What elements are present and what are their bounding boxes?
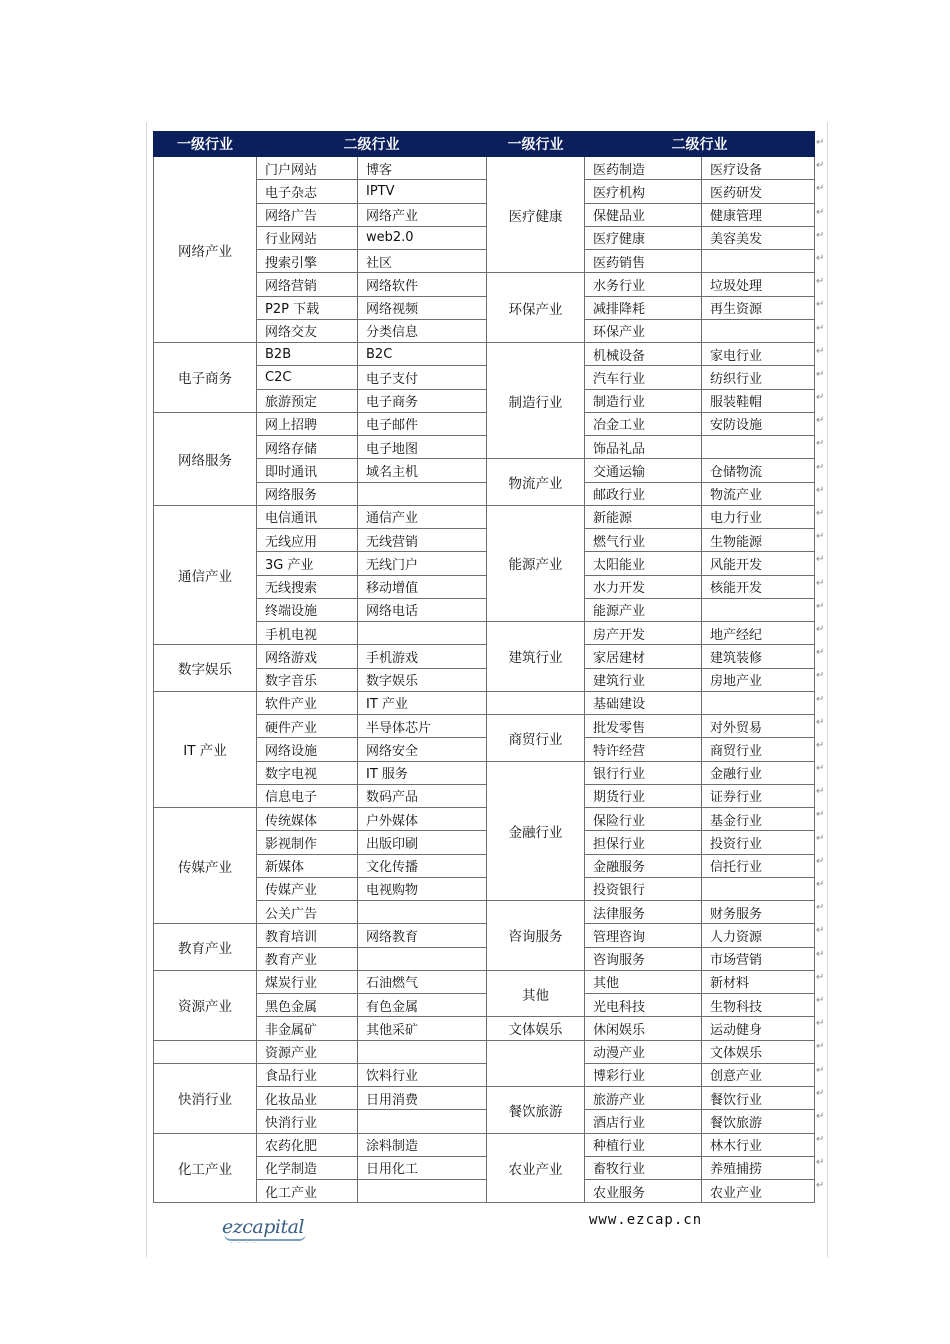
table-row <box>154 157 815 180</box>
level2-item: 网络产业 <box>358 203 487 226</box>
level2-item: 燃气行业 <box>585 529 702 552</box>
level2-item: 养殖捕捞 <box>702 1156 815 1179</box>
logo-wordmark: ezcapital <box>222 1216 305 1238</box>
level1-category-right: 物流产业 <box>487 459 585 506</box>
level2-item: 数字音乐 <box>257 668 358 691</box>
level2-item: 汽车行业 <box>585 366 702 389</box>
level2-item: 3G 产业 <box>257 552 358 575</box>
level2-item <box>702 436 815 459</box>
paragraph-mark: ↵ <box>816 902 825 914</box>
level2-item: 人力资源 <box>702 924 815 947</box>
paragraph-mark: ↵ <box>816 1018 825 1030</box>
paragraph-mark: ↵ <box>816 137 825 148</box>
paragraph-mark: ↵ <box>816 206 825 218</box>
level2-item: 终端设施 <box>257 598 358 621</box>
level2-item: 对外贸易 <box>702 715 815 738</box>
level2-item: 家居建材 <box>585 645 702 668</box>
level2-item: 冶金工业 <box>585 412 702 435</box>
level1-category-left: IT 产业 <box>154 691 257 807</box>
level2-item: 通信产业 <box>358 505 487 528</box>
level1-category-right: 建筑行业 <box>487 622 585 692</box>
header-level2-left: 二级行业 <box>257 132 487 157</box>
level2-item: 旅游产业 <box>585 1087 702 1110</box>
level2-item: 手机游戏 <box>358 645 487 668</box>
level2-item: 美容美发 <box>702 226 815 249</box>
table-row <box>154 691 815 714</box>
level1-category-right: 商贸行业 <box>487 715 585 762</box>
level2-item <box>358 1180 487 1203</box>
paragraph-mark: ↵ <box>816 368 825 380</box>
level2-item: 投资银行 <box>585 877 702 900</box>
level1-category-left: 网络服务 <box>154 412 257 505</box>
level2-item: 管理咨询 <box>585 924 702 947</box>
level2-item: 期货行业 <box>585 784 702 807</box>
paragraph-mark: ↵ <box>816 415 825 427</box>
paragraph-mark: ↵ <box>816 484 825 496</box>
header-level2-right: 二级行业 <box>585 132 815 157</box>
level2-item <box>702 319 815 342</box>
level2-item: 医疗健康 <box>585 226 702 249</box>
level2-item: 基金行业 <box>702 808 815 831</box>
paragraph-mark: ↵ <box>816 531 825 543</box>
level2-item: 水务行业 <box>585 273 702 296</box>
paragraph-mark: ↵ <box>816 739 825 751</box>
level2-item: 黑色金属 <box>257 994 358 1017</box>
level2-item: 传媒产业 <box>257 877 358 900</box>
paragraph-mark: ↵ <box>816 508 825 519</box>
level1-category-right: 农业产业 <box>487 1133 585 1203</box>
level2-item: 化学制造 <box>257 1156 358 1179</box>
table-row <box>154 924 815 947</box>
level1-category-right: 医疗健康 <box>487 157 585 273</box>
level2-item <box>702 250 815 273</box>
level1-category-right: 其他 <box>487 970 585 1017</box>
level2-item: 户外媒体 <box>358 808 487 831</box>
level2-item: 饰品礼品 <box>585 436 702 459</box>
level2-item: IT 产业 <box>358 691 487 714</box>
level2-item: IPTV <box>358 180 487 203</box>
paragraph-mark: ↵ <box>816 299 825 311</box>
industry-classification-table <box>153 131 815 1203</box>
level2-item: 保险行业 <box>585 808 702 831</box>
level2-item: 电子杂志 <box>257 180 358 203</box>
footer-url: www.ezcap.cn <box>589 1212 703 1228</box>
level2-item: 涂料制造 <box>358 1133 487 1156</box>
level2-item: 博彩行业 <box>585 1063 702 1086</box>
level2-item: 健康管理 <box>702 203 815 226</box>
level2-item: IT 服务 <box>358 761 487 784</box>
level2-item: 非金属矿 <box>257 1017 358 1040</box>
level2-item: 投资行业 <box>702 831 815 854</box>
level2-item: 环保产业 <box>585 319 702 342</box>
level2-item: 食品行业 <box>257 1063 358 1086</box>
paragraph-mark: ↵ <box>816 577 825 589</box>
level1-category-left: 电子商务 <box>154 343 257 413</box>
level2-item: 机械设备 <box>585 343 702 366</box>
table-row <box>154 412 815 435</box>
level2-item: 门户网站 <box>257 157 358 180</box>
header-level1-left: 一级行业 <box>154 132 257 157</box>
level2-item: 再生资源 <box>702 296 815 319</box>
level2-item: 网络存储 <box>257 436 358 459</box>
level2-item: 建筑装修 <box>702 645 815 668</box>
level2-item: 咨询服务 <box>585 947 702 970</box>
paragraph-mark: ↵ <box>816 1041 825 1053</box>
level2-item: 手机电视 <box>257 622 358 645</box>
level2-item: 网络广告 <box>257 203 358 226</box>
level2-item: 医药研发 <box>702 180 815 203</box>
paragraph-mark: ↵ <box>816 229 825 241</box>
level2-item: 网络教育 <box>358 924 487 947</box>
level2-item: 网络电话 <box>358 598 487 621</box>
level2-item: 有色金属 <box>358 994 487 1017</box>
level2-item: 林木行业 <box>702 1133 815 1156</box>
level2-item: 网络软件 <box>358 273 487 296</box>
level2-item: 资源产业 <box>257 1040 358 1063</box>
level2-item: 博客 <box>358 157 487 180</box>
level2-item: 风能开发 <box>702 552 815 575</box>
level2-item: 水力开发 <box>585 575 702 598</box>
level2-item: 建筑行业 <box>585 668 702 691</box>
level2-item: 无线门户 <box>358 552 487 575</box>
level2-item: 餐饮旅游 <box>702 1110 815 1133</box>
paragraph-mark: ↵ <box>816 554 825 566</box>
header-level1-right: 一级行业 <box>487 132 585 157</box>
level2-item: 数字电视 <box>257 761 358 784</box>
level2-item: 网络游戏 <box>257 645 358 668</box>
paragraph-mark: ↵ <box>816 948 825 960</box>
level1-category-left <box>154 1040 257 1063</box>
paragraph-mark: ↵ <box>816 392 825 404</box>
level2-item: 邮政行业 <box>585 482 702 505</box>
paragraph-mark: ↵ <box>816 925 825 937</box>
level2-item: 新材料 <box>702 970 815 993</box>
level2-item: 能源产业 <box>585 598 702 621</box>
level2-item: 地产经纪 <box>702 622 815 645</box>
level2-item <box>358 1110 487 1133</box>
paragraph-mark: ↵ <box>816 345 825 357</box>
paragraph-mark: ↵ <box>816 971 825 983</box>
paragraph-mark: ↵ <box>816 276 825 288</box>
level2-item: 软件产业 <box>257 691 358 714</box>
paragraph-mark: ↵ <box>816 438 825 450</box>
level2-item: 硬件产业 <box>257 715 358 738</box>
logo-subtext: ···· <box>230 1240 262 1247</box>
level2-item: 电子邮件 <box>358 412 487 435</box>
level1-category-left: 资源产业 <box>154 970 257 1040</box>
level2-item: 网络设施 <box>257 738 358 761</box>
paragraph-mark: ↵ <box>816 786 825 798</box>
level2-item: 银行行业 <box>585 761 702 784</box>
level2-item: 教育产业 <box>257 947 358 970</box>
level2-item: 医疗机构 <box>585 180 702 203</box>
paragraph-mark: ↵ <box>816 252 825 264</box>
level1-category-right: 环保产业 <box>487 273 585 343</box>
level1-category-right <box>487 691 585 714</box>
level1-category-left: 快消行业 <box>154 1063 257 1133</box>
level2-item: 网络交友 <box>257 319 358 342</box>
level2-item: 电视购物 <box>358 877 487 900</box>
level2-item: 太阳能业 <box>585 552 702 575</box>
paragraph-mark: ↵ <box>816 716 825 728</box>
level2-item: 化工产业 <box>257 1180 358 1203</box>
level2-item: 电子商务 <box>358 389 487 412</box>
level2-item: 日用消费 <box>358 1087 487 1110</box>
level2-item: 公关广告 <box>257 901 358 924</box>
paragraph-mark: ↵ <box>816 322 825 334</box>
level2-item: 畜牧行业 <box>585 1156 702 1179</box>
table-row <box>154 808 815 831</box>
level2-item: 数字娱乐 <box>358 668 487 691</box>
table-row <box>154 1040 815 1063</box>
level2-item <box>358 482 487 505</box>
level2-item: 减排降耗 <box>585 296 702 319</box>
ezcapital-logo <box>222 1216 317 1250</box>
paragraph-mark: ↵ <box>816 879 825 890</box>
level1-category-left: 化工产业 <box>154 1133 257 1203</box>
level1-category-left: 网络产业 <box>154 157 257 343</box>
level2-item: 医药制造 <box>585 157 702 180</box>
level2-item: 电信通讯 <box>257 505 358 528</box>
level2-item: 休闲娱乐 <box>585 1017 702 1040</box>
paragraph-mark: ↵ <box>816 670 825 682</box>
level2-item: 新媒体 <box>257 854 358 877</box>
paragraph-mark: ↵ <box>816 1180 825 1192</box>
table-row <box>154 645 815 668</box>
level2-item: 行业网站 <box>257 226 358 249</box>
level2-item: 房地产业 <box>702 668 815 691</box>
level2-item: 社区 <box>358 250 487 273</box>
level2-item <box>702 691 815 714</box>
level1-category-left: 传媒产业 <box>154 808 257 924</box>
level2-item: 无线营销 <box>358 529 487 552</box>
level2-item: 特许经营 <box>585 738 702 761</box>
level2-item: 光电科技 <box>585 994 702 1017</box>
level2-item: 移动增值 <box>358 575 487 598</box>
table-row <box>154 1133 815 1156</box>
level1-category-right: 文体娱乐 <box>487 1017 585 1040</box>
level1-category-right: 金融行业 <box>487 761 585 901</box>
level2-item: 服装鞋帽 <box>702 389 815 412</box>
table-row <box>154 1063 815 1086</box>
level2-item: 交通运输 <box>585 459 702 482</box>
level2-item: 金融服务 <box>585 854 702 877</box>
level2-item: 医药销售 <box>585 250 702 273</box>
level2-item: 财务服务 <box>702 901 815 924</box>
level2-item: 无线应用 <box>257 529 358 552</box>
level1-category-right <box>487 1040 585 1087</box>
level2-item <box>358 1040 487 1063</box>
table-row <box>154 505 815 528</box>
paragraph-mark: ↵ <box>816 600 825 612</box>
paragraph-mark: ↵ <box>816 623 825 635</box>
level2-item: 其他 <box>585 970 702 993</box>
level2-item: 商贸行业 <box>702 738 815 761</box>
level2-item: 快消行业 <box>257 1110 358 1133</box>
paragraph-mark: ↵ <box>816 763 825 775</box>
level2-item: 运动健身 <box>702 1017 815 1040</box>
level2-item <box>358 901 487 924</box>
level2-item: 石油燃气 <box>358 970 487 993</box>
level2-item: 文体娱乐 <box>702 1040 815 1063</box>
level2-item <box>358 622 487 645</box>
level2-item: 网络营销 <box>257 273 358 296</box>
level2-item: 法律服务 <box>585 901 702 924</box>
level2-item: 网络服务 <box>257 482 358 505</box>
paragraph-mark: ↵ <box>816 693 825 705</box>
level1-category-right: 能源产业 <box>487 505 585 621</box>
level2-item: 市场营销 <box>702 947 815 970</box>
level1-category-right: 制造行业 <box>487 343 585 459</box>
level2-item: 分类信息 <box>358 319 487 342</box>
paragraph-mark: ↵ <box>816 809 825 821</box>
paragraph-mark: ↵ <box>816 1087 825 1099</box>
level2-item: 金融行业 <box>702 761 815 784</box>
level2-item: 担保行业 <box>585 831 702 854</box>
level2-item: 制造行业 <box>585 389 702 412</box>
level2-item: 教育培训 <box>257 924 358 947</box>
level2-item: 动漫产业 <box>585 1040 702 1063</box>
level2-item: 房产开发 <box>585 622 702 645</box>
level2-item: 网络视频 <box>358 296 487 319</box>
table-row <box>154 970 815 993</box>
level1-category-right: 餐饮旅游 <box>487 1087 585 1134</box>
level2-item <box>702 877 815 900</box>
paragraph-mark: ↵ <box>816 647 825 659</box>
level2-item: 创意产业 <box>702 1063 815 1086</box>
paragraph-mark: ↵ <box>816 1134 825 1146</box>
level2-item: 农药化肥 <box>257 1133 358 1156</box>
level1-category-left: 通信产业 <box>154 505 257 645</box>
level2-item: 物流产业 <box>702 482 815 505</box>
paragraph-mark: ↵ <box>816 461 825 473</box>
level2-item: 信托行业 <box>702 854 815 877</box>
level2-item: 网上招聘 <box>257 412 358 435</box>
level2-item: 新能源 <box>585 505 702 528</box>
level2-item: 电力行业 <box>702 505 815 528</box>
level2-item: 饮料行业 <box>358 1063 487 1086</box>
level2-item <box>702 598 815 621</box>
paragraph-mark: ↵ <box>816 1064 825 1076</box>
paragraph-mark: ↵ <box>816 1110 825 1122</box>
level2-item: 出版印刷 <box>358 831 487 854</box>
level2-item: 安防设施 <box>702 412 815 435</box>
level2-item: 信息电子 <box>257 784 358 807</box>
level2-item: B2B <box>257 343 358 366</box>
level2-item: 农业产业 <box>702 1180 815 1203</box>
level2-item: 证券行业 <box>702 784 815 807</box>
level2-item: C2C <box>257 366 358 389</box>
level2-item: 家电行业 <box>702 343 815 366</box>
paragraph-marks <box>816 131 830 1198</box>
level2-item: 日用化工 <box>358 1156 487 1179</box>
table-header-row <box>154 132 815 157</box>
level2-item: 旅游预定 <box>257 389 358 412</box>
level2-item: 批发零售 <box>585 715 702 738</box>
level2-item: 纺织行业 <box>702 366 815 389</box>
table-body <box>154 157 815 1203</box>
level2-item: 基础建设 <box>585 691 702 714</box>
level2-item: 垃圾处理 <box>702 273 815 296</box>
level2-item: 影视制作 <box>257 831 358 854</box>
level2-item: 农业服务 <box>585 1180 702 1203</box>
level2-item: P2P 下载 <box>257 296 358 319</box>
level2-item: 保健品业 <box>585 203 702 226</box>
paragraph-mark: ↵ <box>816 994 825 1006</box>
level2-item: 其他采矿 <box>358 1017 487 1040</box>
level2-item: 搜索引擎 <box>257 250 358 273</box>
level2-item: 电子支付 <box>358 366 487 389</box>
level1-category-left: 数字娱乐 <box>154 645 257 692</box>
level2-item: 网络安全 <box>358 738 487 761</box>
level2-item: 生物能源 <box>702 529 815 552</box>
level2-item: 核能开发 <box>702 575 815 598</box>
paragraph-mark: ↵ <box>816 183 825 195</box>
level2-item: 传统媒体 <box>257 808 358 831</box>
level2-item: 半导体芯片 <box>358 715 487 738</box>
level2-item: B2C <box>358 343 487 366</box>
level2-item: 文化传播 <box>358 854 487 877</box>
level1-category-right: 咨询服务 <box>487 901 585 971</box>
level2-item <box>358 947 487 970</box>
paragraph-mark: ↵ <box>816 832 825 844</box>
level2-item: 化妆品业 <box>257 1087 358 1110</box>
level2-item: 即时通讯 <box>257 459 358 482</box>
level2-item: web2.0 <box>358 226 487 249</box>
level2-item: 餐饮行业 <box>702 1087 815 1110</box>
level2-item: 医疗设备 <box>702 157 815 180</box>
level2-item: 煤炭行业 <box>257 970 358 993</box>
table-row <box>154 343 815 366</box>
level1-category-left: 教育产业 <box>154 924 257 971</box>
level2-item: 无线搜索 <box>257 575 358 598</box>
paragraph-mark: ↵ <box>816 1157 825 1169</box>
level2-item: 生物科技 <box>702 994 815 1017</box>
level2-item: 种植行业 <box>585 1133 702 1156</box>
level2-item: 仓储物流 <box>702 459 815 482</box>
level2-item: 电子地图 <box>358 436 487 459</box>
level2-item: 酒店行业 <box>585 1110 702 1133</box>
level2-item: 数码产品 <box>358 784 487 807</box>
paragraph-mark: ↵ <box>816 160 825 172</box>
level2-item: 域名主机 <box>358 459 487 482</box>
paragraph-mark: ↵ <box>816 855 825 867</box>
